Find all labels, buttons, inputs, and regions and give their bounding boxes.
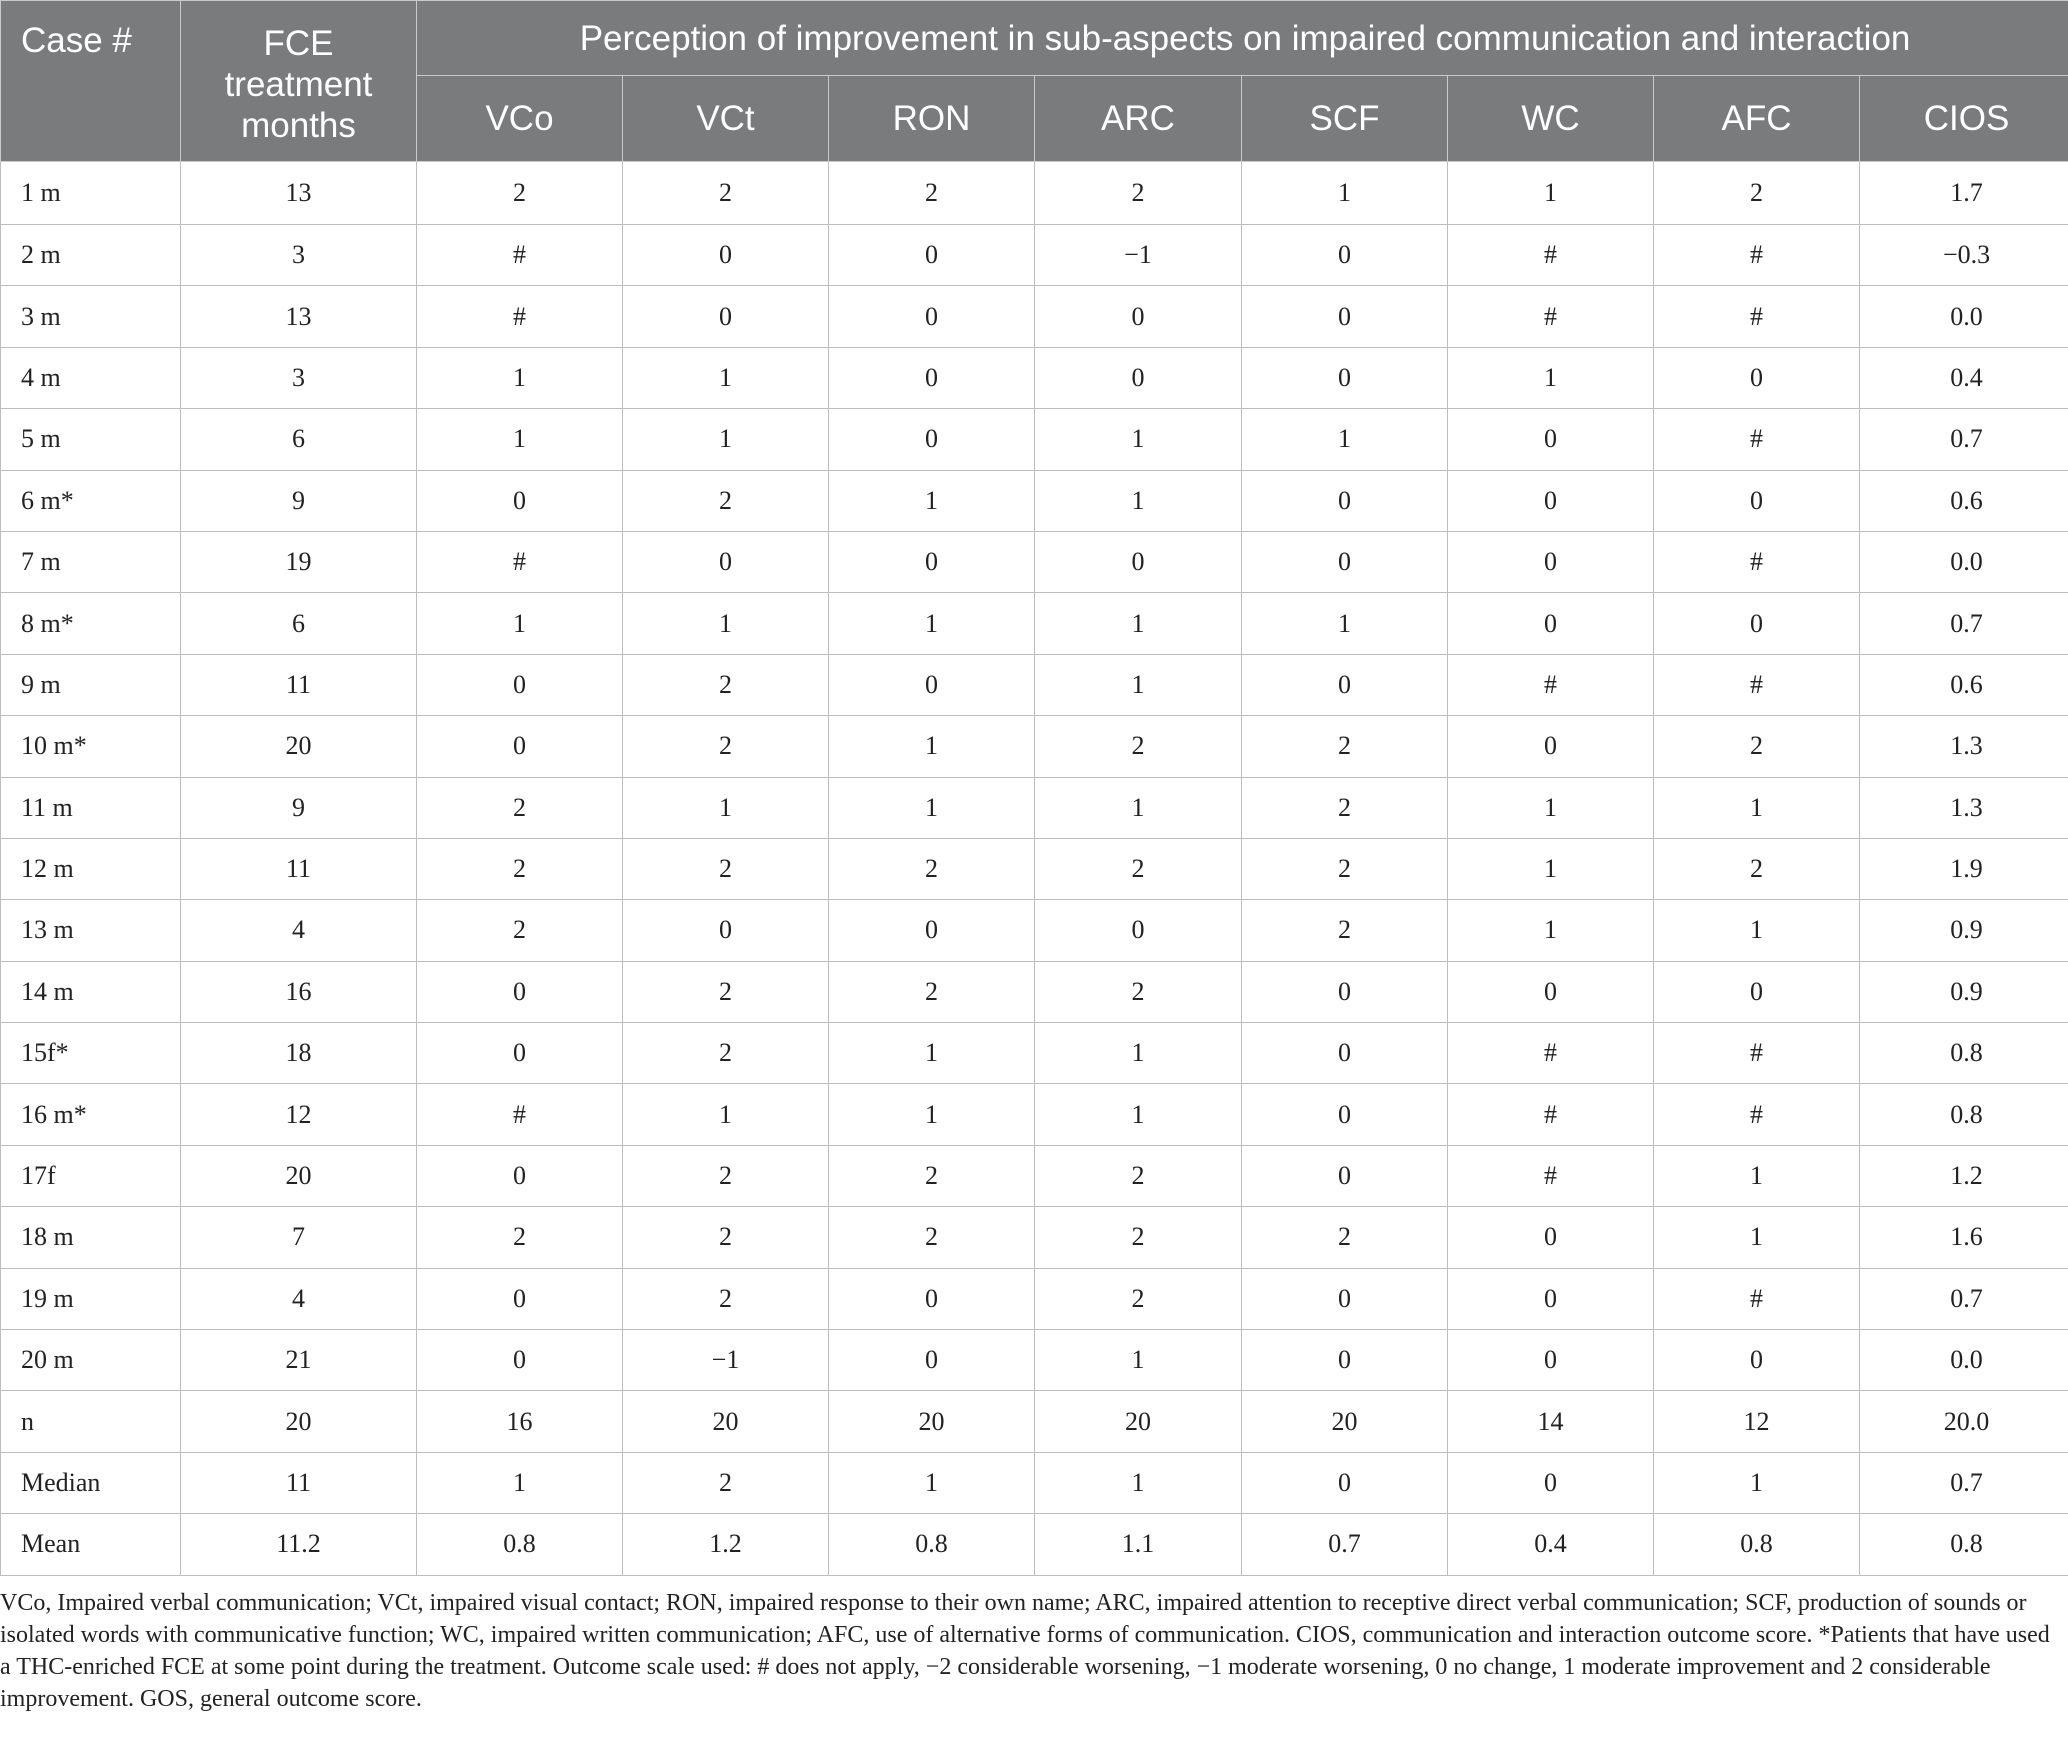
value-cell: 0 [1448, 716, 1654, 777]
table-row [1, 1514, 2068, 1575]
value-cell: 1 [1242, 162, 1448, 225]
value-cell: 0 [1242, 225, 1448, 286]
value-cell: 1.9 [1860, 838, 2068, 899]
header-fce-line: FCE [263, 24, 334, 63]
value-cell: 1 [1035, 409, 1242, 470]
value-cell: 19 [181, 531, 417, 592]
value-cell: 0 [1654, 347, 1860, 408]
value-cell: # [1654, 225, 1860, 286]
value-cell: 0.0 [1860, 286, 2068, 347]
value-cell: 0 [623, 225, 829, 286]
value-cell: 2 [1654, 838, 1860, 899]
value-cell: # [1448, 1145, 1654, 1206]
value-cell: 1 [1035, 777, 1242, 838]
value-cell: 1 [1654, 1145, 1860, 1206]
value-cell: 0 [829, 1330, 1035, 1391]
value-cell: 6 [181, 593, 417, 654]
value-cell: 1 [1654, 900, 1860, 961]
value-cell: 0 [1035, 531, 1242, 592]
value-cell: 1.6 [1860, 1207, 2068, 1268]
row-label-cell: 5 m [1, 409, 181, 470]
value-cell: 0 [1448, 1268, 1654, 1329]
value-cell: 2 [1035, 162, 1242, 225]
value-cell: −1 [623, 1330, 829, 1391]
row-label-cell: 15f* [1, 1023, 181, 1084]
value-cell: 1 [1035, 470, 1242, 531]
value-cell: # [417, 286, 623, 347]
header-afc: AFC [1654, 76, 1860, 162]
value-cell: 3 [181, 225, 417, 286]
value-cell: 12 [181, 1084, 417, 1145]
value-cell: 0 [417, 1330, 623, 1391]
table-row [1, 716, 2068, 777]
value-cell: 0 [417, 1268, 623, 1329]
value-cell: 20 [1035, 1391, 1242, 1452]
value-cell: 2 [1035, 1145, 1242, 1206]
value-cell: # [1654, 654, 1860, 715]
value-cell: 2 [829, 162, 1035, 225]
value-cell: 9 [181, 777, 417, 838]
value-cell: 0.4 [1448, 1514, 1654, 1575]
value-cell: 2 [623, 162, 829, 225]
value-cell: 2 [623, 1268, 829, 1329]
value-cell: 1 [829, 716, 1035, 777]
row-label-cell: n [1, 1391, 181, 1452]
value-cell: 1 [829, 470, 1035, 531]
value-cell: 20 [1242, 1391, 1448, 1452]
value-cell: 0 [623, 900, 829, 961]
table-row [1, 654, 2068, 715]
value-cell: 1 [1448, 900, 1654, 961]
value-cell: 0 [1035, 900, 1242, 961]
value-cell: 0 [1448, 961, 1654, 1022]
table-row [1, 531, 2068, 592]
value-cell: # [1448, 286, 1654, 347]
value-cell: 0 [1654, 470, 1860, 531]
value-cell: 2 [1654, 716, 1860, 777]
value-cell: 2 [1242, 838, 1448, 899]
table-row [1, 470, 2068, 531]
value-cell: 0 [1448, 1207, 1654, 1268]
row-label-cell: 18 m [1, 1207, 181, 1268]
value-cell: 0 [1242, 347, 1448, 408]
value-cell: 0.8 [1654, 1514, 1860, 1575]
value-cell: 0 [829, 286, 1035, 347]
value-cell: 0.9 [1860, 961, 2068, 1022]
value-cell: 1 [417, 593, 623, 654]
value-cell: 2 [417, 900, 623, 961]
value-cell: 1 [829, 1452, 1035, 1513]
value-cell: 13 [181, 162, 417, 225]
header-vct: VCt [623, 76, 829, 162]
value-cell: 0.9 [1860, 900, 2068, 961]
value-cell: 1.2 [623, 1514, 829, 1575]
header-fce-months [181, 1, 417, 162]
header-scf: SCF [1242, 76, 1448, 162]
value-cell: 0 [1448, 1330, 1654, 1391]
table-row [1, 1268, 2068, 1329]
value-cell: 1.7 [1860, 162, 2068, 225]
value-cell: # [1448, 1084, 1654, 1145]
value-cell: 0.7 [1242, 1514, 1448, 1575]
value-cell: # [1448, 225, 1654, 286]
row-label-cell: 2 m [1, 225, 181, 286]
table-row [1, 409, 2068, 470]
value-cell: 1 [623, 777, 829, 838]
row-label-cell: 14 m [1, 961, 181, 1022]
value-cell: 0 [1242, 1330, 1448, 1391]
table-row [1, 593, 2068, 654]
header-group: Perception of improvement in sub-aspects on impaired communication and interaction [417, 1, 2068, 76]
row-label-cell: 9 m [1, 654, 181, 715]
value-cell: −0.3 [1860, 225, 2068, 286]
value-cell: 0 [829, 654, 1035, 715]
value-cell: 0 [417, 470, 623, 531]
value-cell: 0 [1242, 1084, 1448, 1145]
value-cell: # [1448, 654, 1654, 715]
value-cell: 1 [417, 347, 623, 408]
value-cell: 2 [417, 777, 623, 838]
value-cell: 1 [1035, 1084, 1242, 1145]
value-cell: 1.3 [1860, 716, 2068, 777]
row-label-cell: Mean [1, 1514, 181, 1575]
value-cell: 0 [1448, 409, 1654, 470]
value-cell: 0.7 [1860, 593, 2068, 654]
value-cell: # [1654, 1268, 1860, 1329]
value-cell: 1 [1035, 1452, 1242, 1513]
value-cell: 0 [623, 531, 829, 592]
value-cell: 0.8 [417, 1514, 623, 1575]
value-cell: 11 [181, 838, 417, 899]
value-cell: 1 [417, 409, 623, 470]
value-cell: 2 [829, 838, 1035, 899]
table-row [1, 1330, 2068, 1391]
table-row [1, 1023, 2068, 1084]
value-cell: 14 [1448, 1391, 1654, 1452]
row-label-cell: 20 m [1, 1330, 181, 1391]
row-label-cell: 6 m* [1, 470, 181, 531]
footnote-text: VCo, Impaired verbal communication; VCt, impaired visual contact; RON, impaired response to their own name; ARC, impaired attention to receptive direct verbal communication; SCF, production of sounds or isolated words with communicative function; WC, impaired written communication; AFC, use of alternative forms of communication. CIOS, communication and interaction outcome score. *Patients that have used a THC-enriched FCE at some point during the treatment. Outcome scale used: # does not apply, −2 considerable worsening, −1 moderate worsening, 0 no change, 1 moderate improvement and 2 considerable improvement. GOS, general outcome score. [0, 1590, 2050, 1712]
value-cell: 11.2 [181, 1514, 417, 1575]
table-header [1, 1, 2068, 162]
value-cell: 0 [829, 409, 1035, 470]
row-label-cell: 17f [1, 1145, 181, 1206]
value-cell: 1 [1654, 777, 1860, 838]
value-cell: 0.8 [1860, 1084, 2068, 1145]
table-row [1, 1207, 2068, 1268]
value-cell: 0 [623, 286, 829, 347]
header-fce-line: months [241, 106, 356, 145]
row-label-cell: 16 m* [1, 1084, 181, 1145]
table-row [1, 286, 2068, 347]
value-cell: 2 [829, 1145, 1035, 1206]
value-cell: # [1654, 531, 1860, 592]
table-body [1, 162, 2068, 1576]
value-cell: # [417, 225, 623, 286]
value-cell: 1 [623, 593, 829, 654]
header-wc: WC [1448, 76, 1654, 162]
value-cell: 0 [829, 225, 1035, 286]
value-cell: 0 [829, 1268, 1035, 1329]
value-cell: # [417, 1084, 623, 1145]
value-cell: 1 [1448, 777, 1654, 838]
value-cell: 0 [1448, 470, 1654, 531]
value-cell: 21 [181, 1330, 417, 1391]
value-cell: 1 [829, 1084, 1035, 1145]
value-cell: 0 [417, 1145, 623, 1206]
value-cell: 2 [623, 1207, 829, 1268]
value-cell: 1 [1035, 1330, 1242, 1391]
value-cell: 9 [181, 470, 417, 531]
table-row [1, 1145, 2068, 1206]
value-cell: 2 [417, 838, 623, 899]
value-cell: 0 [1035, 347, 1242, 408]
value-cell: 2 [1242, 900, 1448, 961]
value-cell: 0.6 [1860, 470, 2068, 531]
value-cell: 1 [417, 1452, 623, 1513]
value-cell: 1 [623, 409, 829, 470]
row-label-cell: Median [1, 1452, 181, 1513]
value-cell: # [1654, 1084, 1860, 1145]
value-cell: 1 [623, 347, 829, 408]
value-cell: 0 [1654, 961, 1860, 1022]
value-cell: 2 [623, 1145, 829, 1206]
value-cell: 1 [1654, 1452, 1860, 1513]
value-cell: 0 [1448, 593, 1654, 654]
table-row [1, 900, 2068, 961]
table-row [1, 1084, 2068, 1145]
table-footnote [0, 1587, 2050, 1715]
value-cell: 6 [181, 409, 417, 470]
value-cell: 2 [623, 654, 829, 715]
value-cell: 7 [181, 1207, 417, 1268]
header-arc: ARC [1035, 76, 1242, 162]
value-cell: 0.7 [1860, 1452, 2068, 1513]
value-cell: 0 [417, 716, 623, 777]
row-label-cell: 13 m [1, 900, 181, 961]
header-vco: VCo [417, 76, 623, 162]
table-row [1, 777, 2068, 838]
value-cell: 1 [1448, 838, 1654, 899]
value-cell: 2 [829, 961, 1035, 1022]
row-label-cell: 7 m [1, 531, 181, 592]
value-cell: 20 [181, 716, 417, 777]
value-cell: 0 [1242, 1452, 1448, 1513]
value-cell: 2 [623, 838, 829, 899]
value-cell: 2 [623, 1023, 829, 1084]
row-label-cell: 3 m [1, 286, 181, 347]
value-cell: 0 [1242, 286, 1448, 347]
value-cell: 0 [1242, 531, 1448, 592]
value-cell: 0.8 [1860, 1514, 2068, 1575]
value-cell: 0 [1035, 286, 1242, 347]
value-cell: 2 [623, 470, 829, 531]
value-cell: # [1654, 286, 1860, 347]
row-label-cell: 1 m [1, 162, 181, 225]
value-cell: 0.4 [1860, 347, 2068, 408]
value-cell: −1 [1035, 225, 1242, 286]
value-cell: 1.3 [1860, 777, 2068, 838]
value-cell: 2 [1242, 716, 1448, 777]
row-label-cell: 10 m* [1, 716, 181, 777]
value-cell: 0.6 [1860, 654, 2068, 715]
value-cell: 0.8 [1860, 1023, 2068, 1084]
value-cell: 0.7 [1860, 1268, 2068, 1329]
value-cell: 20.0 [1860, 1391, 2068, 1452]
value-cell: 0.8 [829, 1514, 1035, 1575]
row-label-cell: 19 m [1, 1268, 181, 1329]
value-cell: 3 [181, 347, 417, 408]
value-cell: 20 [829, 1391, 1035, 1452]
table-row [1, 838, 2068, 899]
value-cell: 1 [1035, 1023, 1242, 1084]
value-cell: # [1448, 1023, 1654, 1084]
value-cell: # [417, 531, 623, 592]
value-cell: 2 [829, 1207, 1035, 1268]
value-cell: 0 [1242, 1145, 1448, 1206]
value-cell: 2 [1654, 162, 1860, 225]
value-cell: 12 [1654, 1391, 1860, 1452]
value-cell: 1 [623, 1084, 829, 1145]
value-cell: 2 [417, 1207, 623, 1268]
value-cell: 20 [181, 1391, 417, 1452]
value-cell: 11 [181, 1452, 417, 1513]
value-cell: 1 [1654, 1207, 1860, 1268]
table-row [1, 347, 2068, 408]
value-cell: 2 [1035, 1268, 1242, 1329]
value-cell: 0 [1242, 1268, 1448, 1329]
row-label-cell: 8 m* [1, 593, 181, 654]
value-cell: 0.0 [1860, 531, 2068, 592]
value-cell: 2 [1035, 716, 1242, 777]
value-cell: 16 [181, 961, 417, 1022]
value-cell: 1 [1035, 593, 1242, 654]
row-label-cell: 11 m [1, 777, 181, 838]
value-cell: 2 [623, 1452, 829, 1513]
value-cell: 4 [181, 900, 417, 961]
header-ron: RON [829, 76, 1035, 162]
value-cell: 20 [623, 1391, 829, 1452]
value-cell: 0 [829, 347, 1035, 408]
value-cell: 0 [1448, 531, 1654, 592]
value-cell: 0 [417, 654, 623, 715]
value-cell: 2 [1242, 777, 1448, 838]
value-cell: 0.0 [1860, 1330, 2068, 1391]
value-cell: 2 [623, 716, 829, 777]
value-cell: 0 [417, 961, 623, 1022]
value-cell: 1.2 [1860, 1145, 2068, 1206]
value-cell: 2 [623, 961, 829, 1022]
value-cell: 13 [181, 286, 417, 347]
value-cell: 11 [181, 654, 417, 715]
value-cell: 1 [1242, 593, 1448, 654]
row-label-cell: 12 m [1, 838, 181, 899]
table-row [1, 162, 2068, 225]
value-cell: 2 [1035, 838, 1242, 899]
value-cell: 1 [1242, 409, 1448, 470]
table-row [1, 961, 2068, 1022]
value-cell: 0 [1242, 961, 1448, 1022]
value-cell: 0 [1242, 470, 1448, 531]
header-case: Case # [1, 1, 181, 162]
value-cell: 1 [1035, 654, 1242, 715]
header-fce-line: treatment [224, 65, 373, 104]
value-cell: 1.1 [1035, 1514, 1242, 1575]
value-cell: # [1654, 409, 1860, 470]
value-cell: 0 [829, 531, 1035, 592]
value-cell: 0 [1242, 654, 1448, 715]
value-cell: 1 [829, 1023, 1035, 1084]
value-cell: 16 [417, 1391, 623, 1452]
value-cell: 18 [181, 1023, 417, 1084]
value-cell: 0 [1242, 1023, 1448, 1084]
value-cell: 1 [829, 593, 1035, 654]
value-cell: 2 [417, 162, 623, 225]
value-cell: 2 [1242, 1207, 1448, 1268]
value-cell: 0 [417, 1023, 623, 1084]
value-cell: 0 [1654, 1330, 1860, 1391]
value-cell: 1 [1448, 347, 1654, 408]
value-cell: 0 [1654, 593, 1860, 654]
value-cell: 0.7 [1860, 409, 2068, 470]
value-cell: 4 [181, 1268, 417, 1329]
value-cell: 1 [1448, 162, 1654, 225]
table-row [1, 1391, 2068, 1452]
value-cell: 0 [1448, 1452, 1654, 1513]
value-cell: 20 [181, 1145, 417, 1206]
value-cell: 2 [1035, 961, 1242, 1022]
row-label-cell: 4 m [1, 347, 181, 408]
value-cell: 0 [829, 900, 1035, 961]
value-cell: # [1654, 1023, 1860, 1084]
value-cell: 1 [829, 777, 1035, 838]
table-row [1, 225, 2068, 286]
header-cios: CIOS [1860, 76, 2068, 162]
value-cell: 2 [1035, 1207, 1242, 1268]
table-row [1, 1452, 2068, 1513]
